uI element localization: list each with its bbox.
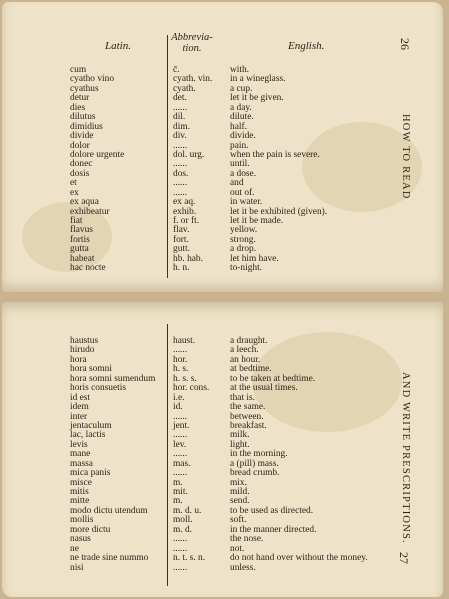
english-meaning: out of. [230,187,255,198]
abbreviation: n. t. s. n. [173,553,206,564]
abbreviation: c̄. [173,65,180,75]
abbreviation: ...... [173,468,188,479]
latin-term: divide [70,131,94,142]
latin-term: donec [70,159,93,170]
english-meaning: milk. [230,430,250,441]
abbreviation: f. or ft. [173,216,200,226]
latin-term: hirudo [70,345,95,356]
abbreviation: id. [173,402,183,413]
english-meaning: not. [230,543,245,554]
latin-term: mitte [70,496,90,507]
latin-term: id est [70,392,91,403]
latin-term: cyatho vino [70,74,115,85]
latin-term: fiat [70,216,83,226]
abbreviation: m. d. u. [173,505,202,516]
page-number: 27 [397,552,411,564]
english-meaning: in a wineglass. [230,74,286,85]
latin-term: horis consuetis [70,383,126,394]
abbreviation: ...... [173,449,188,460]
english-meaning: strong. [230,234,256,245]
english-column [230,337,368,573]
abbreviation: mas. [173,458,191,469]
abbreviation: fort. [173,234,189,245]
latin-term: cum [70,65,87,75]
latin-term: jentaculum [70,420,112,431]
english-meaning: soft. [230,515,247,526]
abbreviation: i.e. [173,392,185,403]
abbreviation: hb. hab. [173,253,203,264]
top-page [2,2,443,292]
english-meaning: that is. [230,392,255,403]
latin-term: exhibeatur [70,206,110,217]
latin-term: levis [70,439,88,450]
latin-term: idem [70,402,89,413]
header-abbreviation-text: Abbrevia- tion. [171,32,213,54]
latin-term: mitis [70,487,89,497]
english-meaning: mix. [230,477,247,488]
abbreviation: m. [173,496,183,507]
latin-term: more dictu [70,524,111,535]
abbreviation: ...... [173,187,188,198]
abbreviation: ...... [173,534,188,545]
abbreviation-column [173,66,212,274]
english-meaning: to be taken at bedtime. [230,373,316,384]
latin-term: hora [70,354,87,365]
latin-term: inter [70,411,88,422]
latin-term: modo dictu utendum [70,505,148,516]
header-latin: Latin. [105,40,131,52]
english-meaning: between. [230,411,264,422]
english-meaning: a dose. [230,168,257,179]
english-meaning: until. [230,159,250,170]
english-meaning: a (pill) mass. [230,458,279,469]
running-title: AND WRITE PRESCRIPTIONS. [400,372,411,544]
english-meaning: breakfast. [230,420,267,431]
english-meaning: in the morning. [230,449,288,460]
latin-term: mane [70,449,91,460]
latin-term: mollis [70,515,94,526]
latin-term: dimidius [70,121,103,132]
header-abbreviation [163,32,221,54]
running-title: HOW TO READ [400,114,411,200]
header-english: English. [288,40,325,52]
latin-term: mica panis [70,468,111,479]
page-number: 26 [398,38,412,50]
latin-term: dilutus [70,112,96,123]
abbreviation: dim. [173,121,190,132]
abbreviation: h. s. [173,364,189,375]
abbreviation: ...... [173,562,188,573]
abbreviation: cyath. vin. [173,74,213,85]
abbreviation: div. [173,131,187,142]
english-column [230,66,327,274]
english-meaning: the same. [230,402,266,413]
column-divider [167,324,168,586]
english-meaning: unless. [230,562,256,573]
english-meaning: a cup. [230,83,253,94]
abbreviation: ex aq. [173,197,196,208]
abbreviation: hor. cons. [173,383,210,394]
latin-term: habeat [70,253,95,264]
english-meaning: let it be exhibited (given). [230,206,328,217]
latin-term: cyathus [70,83,99,94]
english-meaning: and [230,178,244,189]
english-meaning: bread crumb. [230,468,280,479]
abbreviation: ...... [173,178,188,189]
abbreviation: ...... [173,411,188,422]
abbreviation: m. d. [173,524,193,535]
latin-term: detur [70,93,90,104]
latin-term: dosis [70,168,90,179]
english-meaning: at bedtime. [230,364,272,375]
latin-term: dies [70,102,86,113]
abbreviation: exhib. [173,206,197,217]
english-meaning: send. [230,496,250,507]
english-meaning: at the usual times. [230,383,298,394]
abbreviation: dol. urg. [173,149,205,160]
english-meaning: let him have. [230,253,279,264]
latin-term: hora somni sumendum [70,373,156,384]
english-meaning: to-night. [230,263,263,274]
english-meaning: a draught. [230,336,268,346]
abbreviation: cyath. [173,83,196,94]
english-meaning: a drop. [230,244,257,255]
latin-term: fortis [70,234,90,245]
abbreviation-column [173,337,209,573]
english-meaning: dilute. [230,112,254,123]
abbreviation: ...... [173,345,188,356]
latin-term: lac, lactis [70,430,106,441]
latin-term: misce [70,477,92,488]
abbreviation: jent. [173,420,190,431]
english-meaning: with. [230,65,250,75]
abbreviation: lev. [173,439,187,450]
english-meaning: divide. [230,131,256,142]
abbreviation: ...... [173,140,188,151]
english-meaning: let it be made. [230,216,284,226]
abbreviation: mit. [173,487,188,497]
latin-column [70,337,155,573]
latin-term: ex aqua [70,197,99,208]
abbreviation: gutt. [173,244,190,255]
english-meaning: an hour. [230,354,261,365]
abbreviation: hor. [173,354,188,365]
abbreviation: flav. [173,225,190,236]
latin-term: massa [70,458,93,469]
latin-term: ne [70,543,79,554]
english-meaning: pain. [230,140,249,151]
bottom-page [2,302,443,597]
english-meaning: do not hand over without the money. [230,553,368,564]
english-meaning: a day. [230,102,252,113]
latin-term: nisi [70,562,84,573]
abbreviation: dos. [173,168,189,179]
english-meaning: a leech. [230,345,259,356]
latin-term: ex [70,187,79,198]
english-meaning: mild. [230,487,250,497]
english-meaning: in water. [230,197,263,208]
abbreviation: ...... [173,430,188,441]
latin-term: haustus [70,336,99,346]
abbreviation: moll. [173,515,193,526]
abbreviation: ...... [173,159,188,170]
abbreviation: ...... [173,102,188,113]
latin-term: nasus [70,534,91,545]
english-meaning: half. [230,121,247,132]
english-meaning: light. [230,439,250,450]
english-meaning: the nose. [230,534,264,545]
english-meaning: when the pain is severe. [230,149,320,160]
abbreviation: h. s. s. [173,373,197,384]
abbreviation: det. [173,93,187,104]
english-meaning: yellow. [230,225,258,236]
abbreviation: haust. [173,336,196,346]
abbreviation: ...... [173,543,188,554]
latin-term: ne trade sine nummo [70,553,149,564]
abbreviation: dil. [173,112,186,123]
latin-term: gutta [70,244,89,255]
latin-term: hac nocte [70,263,106,274]
latin-column [70,66,124,274]
abbreviation: h. n. [173,263,190,274]
english-meaning: to be used as directed. [230,505,314,516]
latin-term: dolor [70,140,90,151]
column-divider [167,35,168,278]
english-meaning: let it be given. [230,93,284,104]
latin-term: dolore urgente [70,149,125,160]
latin-term: flavus [70,225,93,236]
latin-term: hora somni [70,364,112,375]
abbreviation: m. [173,477,183,488]
english-meaning: in the manner directed. [230,524,317,535]
latin-term: et [70,178,77,189]
